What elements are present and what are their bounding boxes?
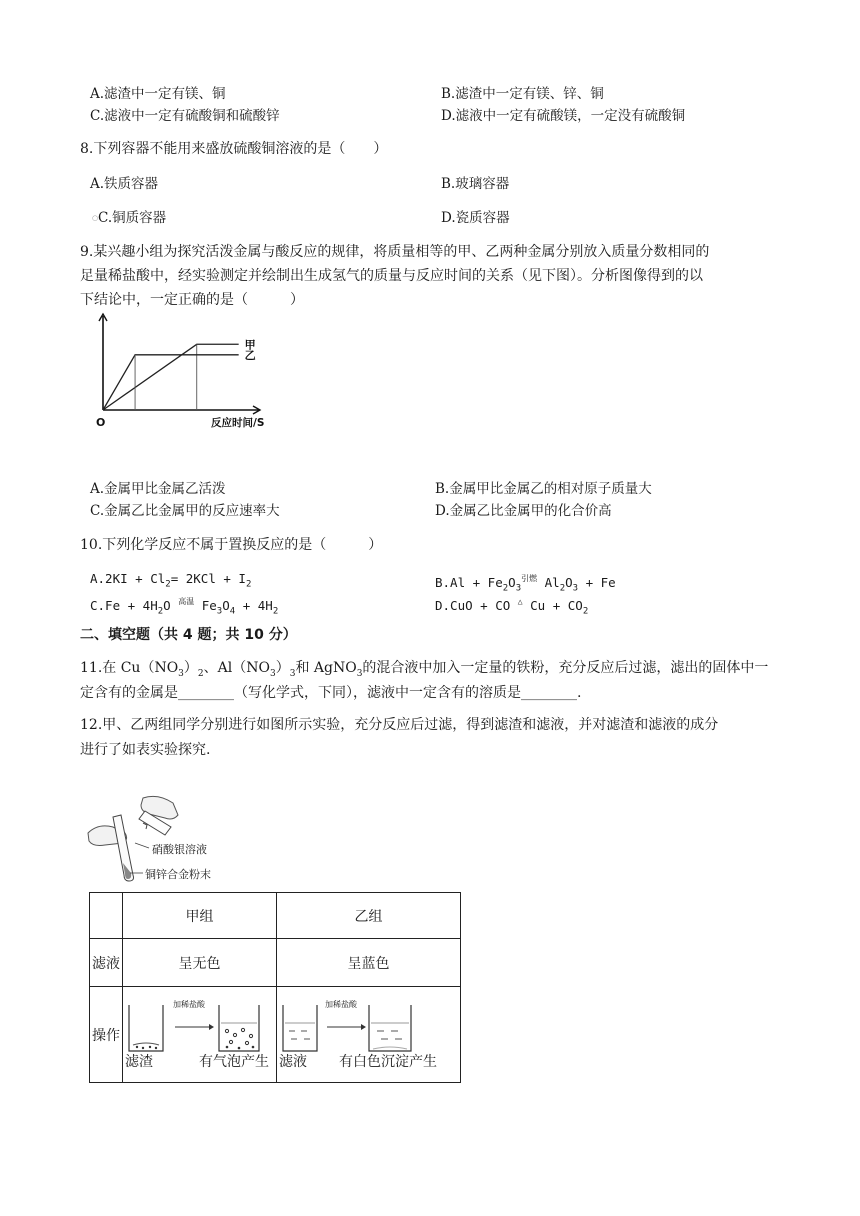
q8-option-a: A.铁质容器 [90, 176, 159, 192]
q9-stem-line3: 下结论中，一定正确的是（ ） [80, 292, 304, 308]
q7-option-a: A.滤渣中一定有镁、铜 [90, 86, 226, 102]
q10-stem: 10.下列化学反应不属于置换反应的是（ ） [80, 537, 383, 553]
series-label-2: 乙 [244, 348, 256, 362]
table-row-label-filtrate: 滤液 [90, 939, 123, 987]
table-cell-jia-operation [123, 987, 277, 1083]
q9-option-b: B.金属甲比金属乙的相对原子质量大 [435, 481, 652, 497]
q11-line2: 定含有的金属是________（写化学式，下同），滤液中一定含有的溶质是________. [80, 685, 582, 701]
table-cell-jia-filtrate: 呈无色 [123, 939, 277, 987]
q11-line1: 11.在 $Cu(NO_3)_2$、$Al(NO_3)_3$和 AgNO$_3$的混合液中加入一定量的铁粉，充分反应后过滤，滤出的固体中一 [80, 660, 769, 679]
jia-arrow-label: 加稀盐酸 [173, 1000, 205, 1009]
q10-option-c: $C.Fe + 4H_2O$ $^{高温}$ $Fe_3O_4 + 4H_2$ [90, 597, 279, 617]
origin-label: O [96, 416, 106, 429]
q12-stem-line1: 12.甲、乙两组同学分别进行如图所示实验，充分反应后过滤，得到滤渣和滤液，并对滤渣和滤液的成分 [80, 717, 719, 733]
fig-label-silver-nitrate: 硝酸银溶液 [152, 843, 207, 856]
table-cell-yi-filtrate: 呈蓝色 [277, 939, 461, 987]
jia-right-caption: 有气泡产生 [199, 1054, 269, 1070]
jia-left-caption: 滤渣 [125, 1054, 153, 1070]
section-heading: 二、填空题（共 4 题；共 10 分） [80, 627, 297, 643]
yi-arrow-label: 加稀盐酸 [325, 1000, 357, 1009]
x-axis-label: 反应时间/S [211, 417, 265, 429]
experiment-table [89, 892, 461, 1083]
q10-option-b: $B.Al + Fe_2O_3^{引燃}$ $Al_2O_3 + Fe$ [435, 574, 616, 594]
q9-option-d: D.金属乙比金属甲的化合价高 [435, 503, 612, 519]
q8-option-d: D.瓷质容器 [441, 210, 510, 226]
hydrogen-time-chart [95, 312, 295, 450]
table-header-yi: 乙组 [277, 893, 461, 939]
series-line-1 [103, 344, 239, 410]
table-row-label-operation: 操作 [90, 987, 123, 1083]
q10-option-d: D.CuO + CO △ $Cu + CO_2$ [435, 597, 589, 617]
q8-stem: 8.下列容器不能用来盛放硫酸铜溶液的是（ ） [80, 141, 388, 157]
fig-label-alloy-powder: 铜锌合金粉末 [145, 868, 211, 881]
table-cell-yi-operation [277, 987, 461, 1083]
q10-option-a: $A.2KI + Cl_2= 2KCl + I_2$ [90, 571, 252, 590]
q7-option-c: C.滤液中一定有硫酸铜和硫酸锌 [90, 108, 280, 124]
yi-left-caption: 滤液 [279, 1054, 307, 1070]
q9-option-a: A.金属甲比金属乙活泼 [90, 481, 226, 497]
table-corner-cell [90, 893, 123, 939]
chart-svg [95, 312, 295, 450]
experiment-figure [83, 793, 233, 888]
series-label-1: 甲 [244, 338, 256, 352]
q7-option-d: D.滤液中一定有硫酸镁，一定没有硫酸铜 [441, 108, 686, 124]
yi-right-caption: 有白色沉淀产生 [339, 1054, 437, 1070]
q7-option-b: B.滤渣中一定有镁、锌、铜 [441, 86, 604, 102]
bullet-dot-icon: ○ [92, 214, 99, 222]
q8-option-c: C.铜质容器 [98, 210, 167, 226]
q9-stem-line2: 足量稀盐酸中，经实验测定并绘制出生成氢气的质量与反应时间的关系（见下图）。分析图像得到的以 [80, 268, 703, 284]
q9-stem-line1: 9.某兴趣小组为探究活泼金属与酸反应的规律，将质量相等的甲、乙两种金属分别放入质量分数相同的 [80, 244, 710, 260]
q12-stem-line2: 进行了如表实验探究. [80, 742, 211, 758]
table-header-jia: 甲组 [123, 893, 277, 939]
q8-option-b: B.玻璃容器 [441, 176, 510, 192]
q9-option-c: C.金属乙比金属甲的反应速率大 [90, 503, 280, 519]
